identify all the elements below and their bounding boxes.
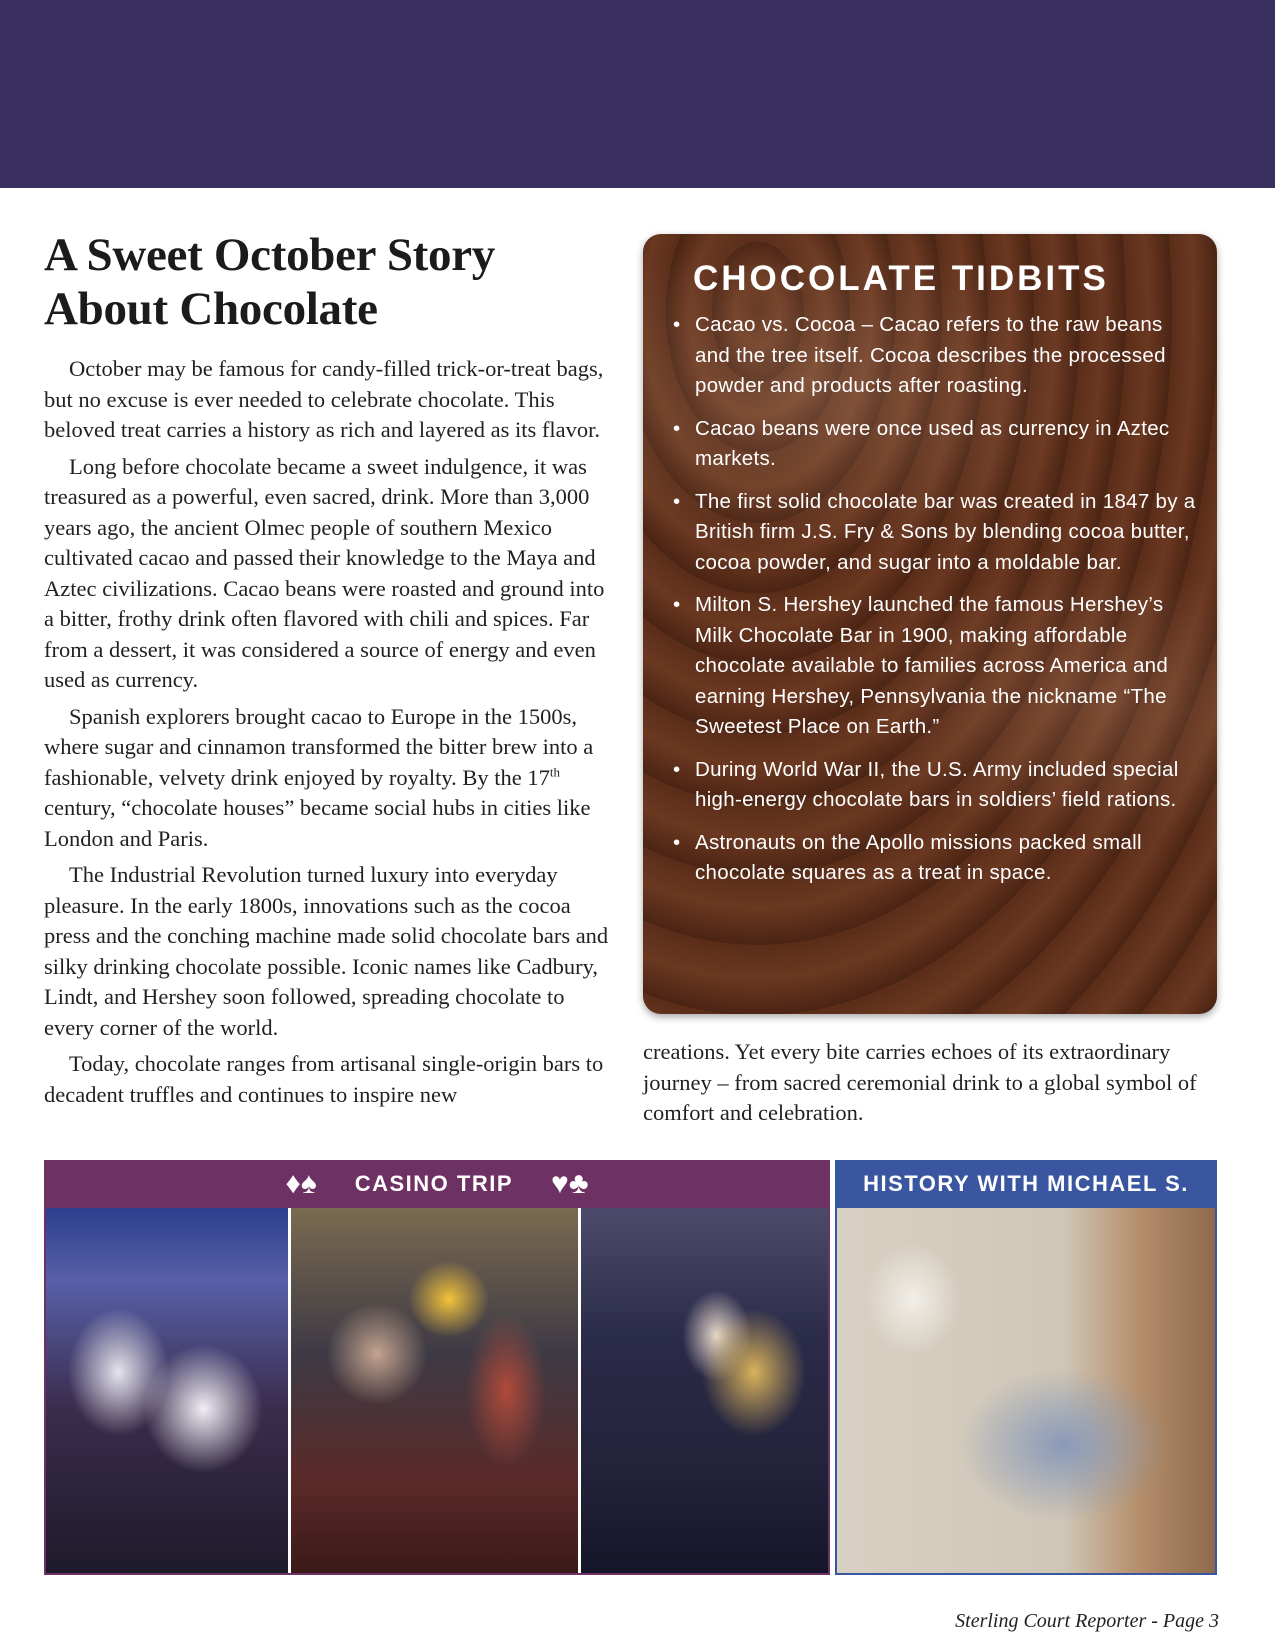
photo-divider — [578, 1208, 581, 1573]
history-label: HISTORY WITH MICHAEL S. — [863, 1171, 1189, 1196]
article-title: A Sweet October Story About Chocolate — [44, 229, 495, 335]
article-text: century, “chocolate houses” became social hubs in cities like London and Paris. — [44, 795, 591, 851]
ordinal-superscript: th — [549, 764, 561, 779]
article-paragraph: October may be famous for candy-filled trick-or-treat bags, but no excuse is ever needed to celebrate chocolate. This beloved treat carries a history as rich and layered as its flavor. — [44, 356, 604, 442]
article-paragraph-spanish — [44, 702, 612, 855]
tidbit-item: • The first solid chocolate bar was created in 1847 by a British firm J.S. Fry & Sons by blending cocoa butter, cocoa powder, and sugar into a moldable bar. — [695, 487, 1197, 579]
suits-left-icon: ♦♠ — [285, 1167, 317, 1200]
header-band — [0, 0, 1275, 188]
casino-trip-banner — [44, 1160, 830, 1208]
tidbit-item: • Milton S. Hershey launched the famous Hershey’s Milk Chocolate Bar in 1900, making affordable chocolate available to families across America and earning Hershey, Pennsylvania the nickname “The Sweetest Place on Earth.” — [695, 590, 1197, 743]
history-banner — [835, 1160, 1217, 1208]
article-paragraph: Today, chocolate ranges from artisanal single-origin bars to decadent truffles and continues to inspire new — [44, 1051, 604, 1107]
photo-divider — [288, 1208, 291, 1573]
suits-right-icon: ♥♣ — [551, 1167, 589, 1200]
chocolate-tidbits-box — [643, 234, 1217, 1014]
history-photo — [837, 1208, 1215, 1573]
page-footer: Sterling Court Reporter - Page 3 — [955, 1610, 1219, 1632]
article-continued: creations. Yet every bite carries echoes of its extraordinary journey – from sacred ceremonial drink to a global symbol of comfort and celebration. — [643, 1039, 1197, 1125]
casino-photo-1 — [46, 1208, 288, 1573]
chocolate-article — [44, 228, 612, 1116]
article-text: Spanish explorers brought cacao to Europe in the 1500s, where sugar and cinnamon transformed the bitter brew into a fashionable, velvety drink enjoyed by royalty. By the 17 — [44, 703, 594, 790]
tidbit-item: • Astronauts on the Apollo missions packed small chocolate squares as a treat in space. — [695, 828, 1197, 889]
casino-trip-label: CASINO TRIP — [354, 1171, 514, 1196]
article-paragraph: The Industrial Revolution turned luxury into everyday pleasure. In the early 1800s, innovations such as the cocoa press and the conching machine made solid chocolate bars and silky drinking chocolate possible. Iconic names like Cadbury, Lindt, and Hershey soon followed, spreading chocolate to every corner of the world. — [44, 862, 609, 1040]
article-paragraph: Long before chocolate became a sweet indulgence, it was treasured as a powerful, even sacred, drink. More than 3,000 years ago, the ancient Olmec people of southern Mexico cultivated cacao and passed their knowledge to the Maya and Aztec civilizations. Cacao beans were roasted and ground into a bitter, frothy drink often flavored with chili and spices. Far from a dessert, it was considered a source of energy and even used as currency. — [44, 453, 605, 692]
tidbits-list — [695, 310, 1197, 889]
tidbit-item: • During World War II, the U.S. Army included special high-energy chocolate bars in soldiers’ field rations. — [695, 755, 1197, 816]
tidbits-heading: CHOCOLATE TIDBITS — [693, 259, 1109, 298]
tidbit-item: • Cacao beans were once used as currency in Aztec markets. — [695, 414, 1197, 475]
tidbit-item: • Cacao vs. Cocoa – Cacao refers to the raw beans and the tree itself. Cocoa describes the processed powder and products after roasting. — [695, 310, 1197, 402]
casino-photo-2 — [291, 1208, 578, 1573]
casino-photo-3 — [581, 1208, 828, 1573]
